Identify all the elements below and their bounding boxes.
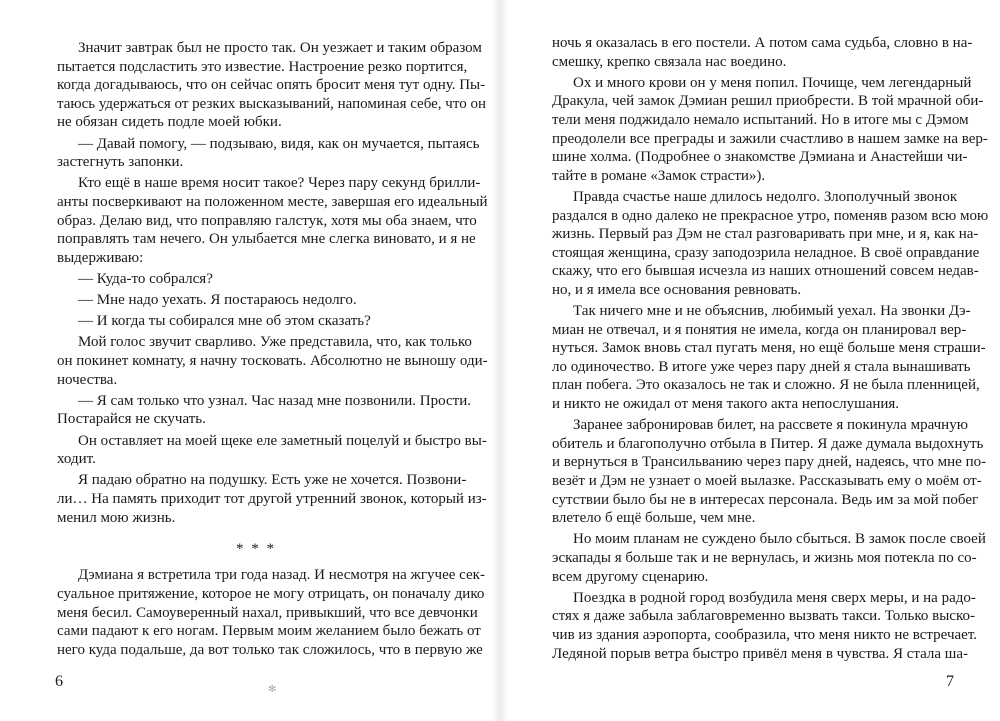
text-line: тели меня поджидало немало испытаний. Но в итоге мы с Дэмом — [552, 111, 969, 128]
text-line: шине холма. (Подробнее о знакомстве Дэмиана и Анастейши чи- — [552, 149, 968, 166]
paragraph — [57, 270, 455, 289]
paragraph — [552, 74, 988, 186]
paragraph — [57, 392, 471, 429]
text-line: менил мою жизнь. — [57, 509, 176, 526]
text-line: обитель и благополучно отбыла в Питер. Я даже думала выдохнуть — [552, 435, 984, 452]
paragraph — [552, 416, 987, 528]
text-line: Я падаю обратно на подушку. Есть уже не хочется. Позвони- — [78, 472, 467, 489]
text-line: образ. Делаю вид, что поправляю галстук, хотя мы оба знаем, что — [57, 212, 477, 229]
text-line: всем другому сценарию. — [552, 568, 709, 585]
text-line: Правда счастье наше длилось недолго. Злополучный звонок — [573, 188, 958, 205]
text-line: тайте в романе «Замок страсти»). — [552, 167, 766, 184]
text-line: анты посверкивают на положенном месте, завершая его идеальный — [57, 193, 488, 210]
scan-speck-icon: ✻ — [268, 684, 277, 695]
text-line: Ледяной порыв ветра быстро привёл меня в чувства. Я стала ша- — [552, 645, 968, 662]
paragraph — [552, 530, 986, 586]
text-line: Он оставляет на моей щеке еле заметный поцелуй и быстро вы- — [78, 432, 487, 449]
text-line: — Мне надо уехать. Я постараюсь недолго. — [78, 292, 357, 309]
text-line: стоящая женщина, сразу заподозрила неладное. В своё оправдание — [552, 244, 980, 261]
text-line: Ох и много крови он у меня попил. Почище, чем легендарный — [573, 74, 972, 91]
text-line: стях я даже забыла заблаговременно вызвать такси. Только выско- — [552, 608, 975, 625]
text-line: Мой голос звучит сварливо. Уже представила, что, как только — [78, 334, 472, 351]
text-line: ло одиночество. В итоге уже через пару дней я стала вынашивать — [552, 358, 971, 375]
page-number-right: 7 — [946, 673, 954, 690]
text-line: Кто ещё в наше время носит такое? Через пару секунд брилли- — [78, 175, 481, 192]
text-line: эскапады я больше так и не вернулась, и жизнь моя потекла по со- — [552, 550, 977, 566]
paragraph — [57, 135, 480, 172]
paragraph — [57, 471, 487, 527]
text-line: скажу, что его бывшая исчезла из наших отношений совсем недав- — [552, 263, 979, 280]
page-number-left: 6 — [55, 673, 63, 690]
paragraph — [57, 174, 488, 267]
paragraph — [57, 39, 486, 132]
text-line: ночества. — [57, 371, 118, 388]
text-line: Так ничего мне и не объяснив, любимый уехал. На звонки Дэ- — [573, 303, 971, 320]
text-line: когда догадываюсь, что он сейчас опять бросит меня тут одну. Пы- — [57, 77, 486, 94]
text-line: ходит. — [57, 451, 96, 468]
text-line: Поездка в родной город возбудила меня сверх меры, и на радо- — [573, 589, 976, 606]
text-line: Значит завтрак был не просто так. Он уезжает и таким образом — [78, 40, 482, 56]
paragraph — [57, 333, 488, 389]
text-line: жизнь. Первый раз Дэм не стал разговаривать при мне, и я, как на- — [552, 226, 979, 243]
text-line: сами падают к его ногам. Первым моим желанием было бежать от — [57, 623, 481, 640]
text-line: смешку, крепко связала нас воедино. — [552, 53, 787, 70]
paragraph — [57, 566, 485, 659]
text-line: Постарайся не скучать. — [57, 411, 206, 428]
text-line: и никто не ожидал от меня такого акта непослушания. — [552, 396, 900, 413]
text-line: Но моим планам не суждено было сбыться. В замок после своей — [573, 531, 986, 548]
text-line: он покинет комнату, я начну тосковать. Абсолютно не выношу оди- — [57, 353, 488, 370]
section-break: * * * — [236, 540, 276, 557]
text-line: застегнуть запонки. — [57, 154, 184, 171]
text-line: преодолели все преграды и зажили счастливо в нашем замке на вер- — [552, 130, 988, 147]
text-line: Дэмиана я встретила три года назад. И несмотря на жгучее сек- — [78, 567, 485, 584]
text-line: — И когда ты собирался мне об этом сказать? — [78, 313, 371, 330]
text-line: влетело б ещё больше, чем мне. — [552, 510, 756, 527]
text-line: — Я сам только что узнал. Час назад мне позвонили. Прости. — [78, 392, 471, 409]
text-line: сутствии было бы не в интересах персонала. Ведь им за мой побег — [552, 491, 979, 508]
book-gutter — [492, 0, 508, 721]
paragraph — [552, 188, 989, 300]
paragraph — [552, 589, 977, 663]
text-line: таюсь удержаться от резких высказываний, напоминая себе, что он — [57, 95, 486, 112]
text-line: него куда подальше, да вот только так сложилось, что в первую же — [57, 641, 483, 658]
text-line: нуться. Замок вновь стал пугать меня, но ещё больше меня страши- — [552, 340, 986, 357]
text-line: — Куда-то собрался? — [78, 270, 213, 287]
right-page-text — [552, 34, 989, 666]
text-line: раздался в одно далеко не прекрасное утро, поменяв разом всю мою — [552, 207, 989, 224]
paragraph — [57, 432, 487, 469]
text-line: и вернуться в Трансильванию через пару дней, надеясь, что мне по- — [552, 454, 987, 471]
paragraph — [552, 34, 973, 71]
paragraph — [57, 291, 455, 310]
text-line: чив из здания аэропорта, сообразила, что меня никто не встречает. — [552, 626, 977, 643]
text-line: миан не отвечал, и я понятия не имела, когда он планировал вер- — [552, 321, 967, 338]
text-line: Заранее забронировав билет, на рассвете я покинула мрачную — [573, 417, 968, 434]
text-line: поправлять там нечего. Он улыбается мне слегка виновато, и я не — [57, 231, 476, 248]
text-line: но, и я имела все основания ревновать. — [552, 281, 802, 298]
text-line: — Давай помогу, — подзываю, видя, как он мучается, пытаясь — [78, 135, 480, 152]
text-line: план побега. Это оказалось не так и сложно. Я не была пленницей, — [552, 377, 980, 394]
left-page-text — [57, 39, 488, 662]
text-line: суальное притяжение, которое не могу отрицать, он поначалу дико — [57, 585, 485, 602]
text-line: ночь я оказалась в его постели. А потом сама судьба, словно в на- — [552, 35, 973, 51]
text-line: Дракула, чей замок Дэмиан решил приобрести. В той мрачной оби- — [552, 93, 984, 110]
text-line: везёт и Дэм не узнает о моей вылазке. Рассказывать ему о моём от- — [552, 473, 982, 490]
paragraph — [552, 302, 986, 414]
text-line: меня бесил. Самоуверенный нахал, привыкший, что все девчонки — [57, 604, 478, 621]
paragraph — [57, 312, 455, 331]
text-line: не обязан сидеть подле моей юбки. — [57, 114, 282, 131]
text-line: ли… На память приходит тот другой утренний звонок, который из- — [57, 491, 487, 507]
text-line: выдерживаю: — [57, 249, 144, 266]
text-line: пытается подсластить это известие. Настроение резко портится, — [57, 58, 468, 75]
